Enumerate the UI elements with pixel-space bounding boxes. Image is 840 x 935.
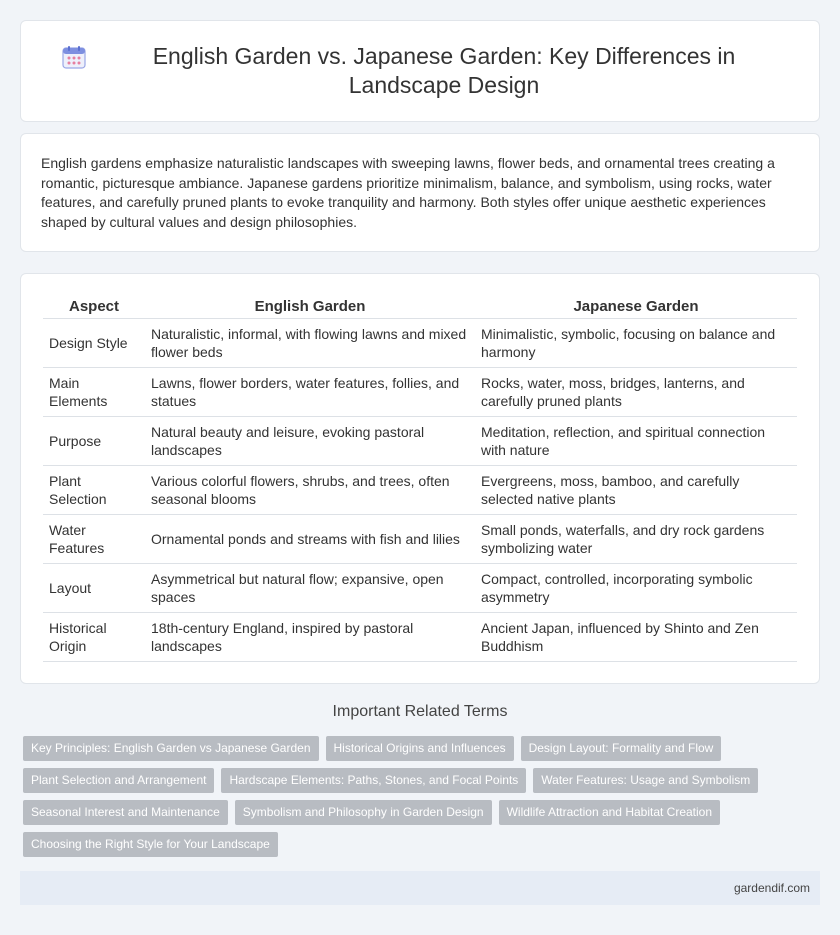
- english-cell: Asymmetrical but natural flow; expansive, open spaces: [145, 564, 475, 613]
- title-card: [20, 20, 820, 122]
- aspect-cell: Main Elements: [43, 368, 145, 417]
- related-term-tag[interactable]: Design Layout: Formality and Flow: [521, 736, 722, 761]
- english-cell: Ornamental ponds and streams with fish and lilies: [145, 515, 475, 564]
- related-term-tag[interactable]: Symbolism and Philosophy in Garden Design: [235, 800, 492, 825]
- table-row: [43, 417, 797, 466]
- japanese-cell: Compact, controlled, incorporating symbolic asymmetry: [475, 564, 797, 613]
- page-title: English Garden vs. Japanese Garden: Key Differences in Landscape Design: [152, 43, 736, 98]
- table-row: [43, 613, 797, 662]
- aspect-cell: Design Style: [43, 319, 145, 368]
- japanese-cell: Evergreens, moss, bamboo, and carefully selected native plants: [475, 466, 797, 515]
- table-row: [43, 466, 797, 515]
- aspect-cell: Water Features: [43, 515, 145, 564]
- aspect-cell: Purpose: [43, 417, 145, 466]
- japanese-cell: Small ponds, waterfalls, and dry rock gardens symbolizing water: [475, 515, 797, 564]
- english-cell: Natural beauty and leisure, evoking pastoral landscapes: [145, 417, 475, 466]
- comparison-card: [20, 273, 820, 684]
- aspect-cell: Historical Origin: [43, 613, 145, 662]
- table-row: [43, 515, 797, 564]
- intro-card: [20, 133, 820, 252]
- header-english-garden: English Garden: [145, 296, 475, 319]
- related-term-tag[interactable]: Wildlife Attraction and Habitat Creation: [499, 800, 720, 825]
- header-japanese-garden: Japanese Garden: [475, 296, 797, 319]
- related-term-tag[interactable]: Historical Origins and Influences: [326, 736, 514, 761]
- related-term-tag[interactable]: Choosing the Right Style for Your Landscape: [23, 832, 278, 857]
- related-term-tag[interactable]: Plant Selection and Arrangement: [23, 768, 214, 793]
- english-cell: Lawns, flower borders, water features, follies, and statues: [145, 368, 475, 417]
- japanese-cell: Minimalistic, symbolic, focusing on balance and harmony: [475, 319, 797, 368]
- header-aspect: Aspect: [43, 296, 145, 319]
- english-cell: 18th-century England, inspired by pastoral landscapes: [145, 613, 475, 662]
- comparison-table: [43, 296, 797, 662]
- japanese-cell: Ancient Japan, influenced by Shinto and Zen Buddhism: [475, 613, 797, 662]
- calendar-icon: [61, 44, 87, 70]
- related-term-tag[interactable]: Key Principles: English Garden vs Japanese Garden: [23, 736, 319, 761]
- related-term-tag[interactable]: Water Features: Usage and Symbolism: [533, 768, 758, 793]
- related-term-tag[interactable]: Hardscape Elements: Paths, Stones, and Focal Points: [221, 768, 526, 793]
- related-terms-list: [23, 736, 823, 864]
- english-cell: Naturalistic, informal, with flowing lawns and mixed flower beds: [145, 319, 475, 368]
- aspect-cell: Layout: [43, 564, 145, 613]
- japanese-cell: Rocks, water, moss, bridges, lanterns, and carefully pruned plants: [475, 368, 797, 417]
- footer: [20, 871, 820, 905]
- english-cell: Various colorful flowers, shrubs, and trees, often seasonal blooms: [145, 466, 475, 515]
- aspect-cell: Plant Selection: [43, 466, 145, 515]
- table-row: [43, 564, 797, 613]
- related-terms-title: Important Related Terms: [332, 703, 508, 720]
- table-row: [43, 368, 797, 417]
- related-term-tag[interactable]: Seasonal Interest and Maintenance: [23, 800, 228, 825]
- footer-site-link[interactable]: gardendif.com: [733, 881, 810, 895]
- table-row: [43, 319, 797, 368]
- japanese-cell: Meditation, reflection, and spiritual connection with nature: [475, 417, 797, 466]
- intro-text: English gardens emphasize naturalistic landscapes with sweeping lawns, flower beds, and ornamental trees creating a romantic, picturesque ambiance. Japanese gardens prioritize minimalism, balance, and symbolism, using rocks, water features, and carefully pruned plants to evoke tranquility and harmony. Both styles offer unique aesthetic experiences shaped by cultural values and design philosophies.: [41, 155, 775, 230]
